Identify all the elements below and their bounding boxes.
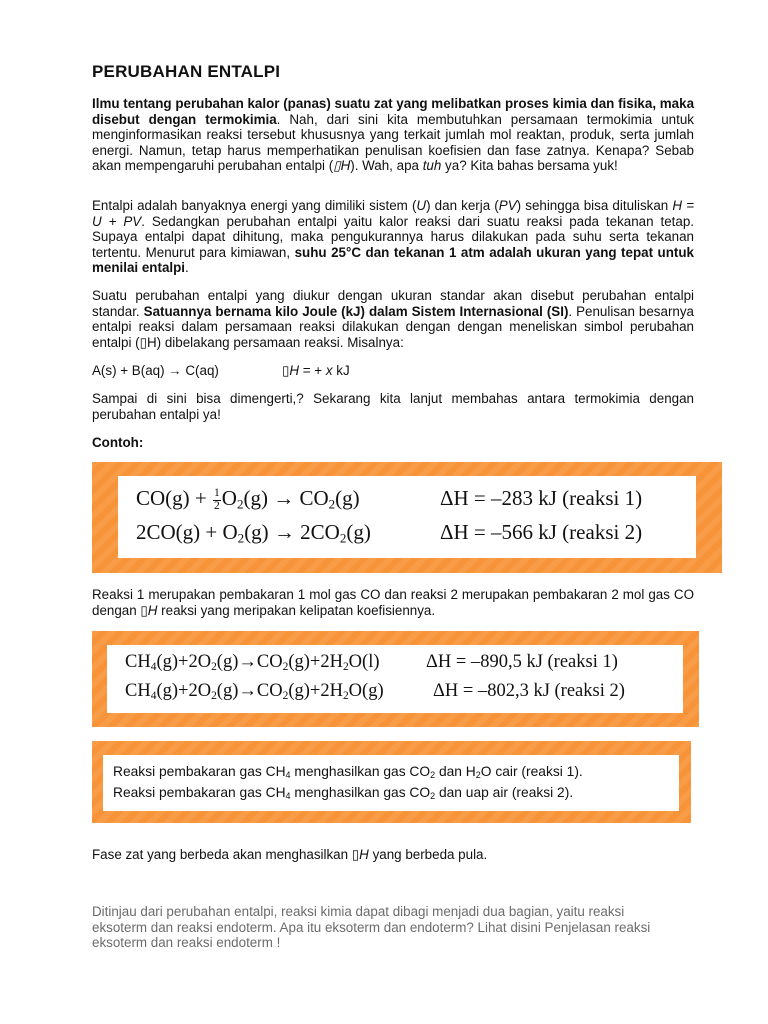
def-var-u: U [416, 198, 427, 213]
expl-var-h: H [147, 602, 158, 618]
example-box-1 [92, 462, 722, 573]
methane-reaction-2-enthalpy: ΔH = –802,3 kJ (reaksi 2) [433, 681, 625, 701]
note-2-a: Reaksi pembakaran gas CH [113, 785, 286, 800]
note-box [92, 741, 691, 823]
reaction-1-formula: CO(g) + $\frac{1}{2}$ $O_2(g) \to CO_2(g)$ [136, 486, 360, 512]
example-equation-rhs [282, 363, 350, 379]
example-box-1-inner [118, 476, 696, 558]
phase-text-b: yang berbeda pula. [368, 847, 488, 862]
note-2-b: menghasilkan gas CO [290, 785, 431, 800]
std-bold: Satuannya bernama kilo Joule (kJ) dalam Sistem Internasional (SI) [143, 303, 569, 319]
note-line-2: Reaksi pembakaran gas $CH_4$ menghasilkan gas $CO_2$ dan uap air (reaksi 2). [113, 785, 574, 801]
delta-h-symbol: ▯H [333, 158, 351, 174]
note-box-inner [103, 755, 679, 811]
def-var-pv: PV [498, 198, 517, 213]
page-title: PERUBAHAN ENTALPI [92, 62, 281, 81]
example-equation-lhs: A(s) + B(aq) → C(aq) [92, 363, 219, 378]
contoh-heading: Contoh: [92, 435, 144, 450]
intro-paragraph [92, 96, 694, 174]
var-x: x [325, 363, 333, 378]
def-text-c: ) sehingga bisa dituliskan [516, 198, 673, 213]
delta-symbol: ▯ [282, 363, 290, 378]
def-text-d: . Sedangkan perubahan entalpi yaitu kalor reaksi dari suatu reaksi pada tekanan tetap. Supaya entalpi dapat dihitung, maka pengukurannya harus dilakukan pada suhu serta tekanan tertentu. Menurut para kimiawan, [92, 213, 694, 260]
unit-text: kJ [332, 363, 350, 378]
def-bold: suhu 25°C dan tekanan 1 atm adalah ukuran yang tepat untuk menilai entalpi [92, 244, 694, 276]
expl-text-a: Reaksi 1 merupakan pembakaran 1 mol gas CO dan reaksi 2 merupakan pembakaran 2 mol gas CO dengan ▯ [92, 587, 694, 618]
note-line-1: Reaksi pembakaran gas $CH_4$ menghasilkan gas $CO_2$ dan $H_2O$ cair (reaksi 1). [113, 764, 583, 780]
expl-text-b: reaksi yang meripakan kelipatan koefisiennya. [157, 602, 436, 618]
note-2-c: dan uap air (reaksi 2). [435, 785, 574, 800]
def-text-e: . [185, 260, 189, 276]
phase-paragraph [92, 847, 694, 863]
example-box-2 [92, 631, 699, 727]
transition-paragraph: Sampai di sini bisa dimengerti,? Sekarang kita lanjut membahas antara termokimia dengan perubahan entalpi ya! [92, 391, 694, 422]
std-text-a: Suatu perubahan entalpi yang diukur dengan ukuran standar akan disebut perubahan entalpi standar. [92, 288, 694, 319]
intro-text: . Nah, dari sini kita membutuhkan persamaan termokimia untuk menginformasikan reaksi tersebut khususnya yang terkait jumlah mol reaktan, produk, serta jumlah energi. Namun, tetap harus memperhatikan penulisan koefisien dan fase zatnya. Kenapa? Sebab akan mempengaruhi perubahan entalpi ( [92, 111, 694, 174]
standard-entalpi-paragraph [92, 288, 694, 350]
reaction-2-enthalpy: ΔH = –566 kJ (reaksi 2) [440, 520, 643, 544]
intro-text-2: ). Wah, apa [350, 158, 423, 174]
def-text-a: Entalpi adalah banyaknya energi yang dimiliki sistem ( [92, 198, 417, 213]
reaction-explanation-paragraph [92, 587, 694, 618]
reaction-2-formula: $2CO(g) + O_2(g) \to 2CO_2(g)$ [136, 520, 371, 546]
def-text-b: ) dan kerja ( [426, 198, 499, 213]
note-1-d: O cair (reaksi 1). [480, 764, 583, 779]
intro-bold: Ilmu tentang perubahan kalor (panas) suatu zat yang melibatkan proses kimia dan fisika, maka disebut dengan termokimia [92, 96, 695, 127]
var-h: H [289, 363, 300, 378]
exo-endo-link-paragraph[interactable]: Ditinjau dari perubahan entalpi, reaksi kimia dapat dibagi menjadi dua bagian, yaitu reaksi eksoterm dan reaksi endoterm. Apa itu eksoterm dan endoterm? Lihat disini Penjelasan reaksi eksoterm dan reaksi endoterm ! [92, 904, 651, 951]
intro-italic-tuh: tuh [422, 158, 442, 174]
methane-reaction-2-formula: $CH_4(g)+2O_2(g)\to CO_2(g)+2H_2O(g)$ [125, 681, 384, 702]
note-1-a: Reaksi pembakaran gas CH [113, 764, 286, 779]
intro-text-end: ya? Kita bahas bersama yuk! [441, 158, 618, 174]
reaction-1-enthalpy: ΔH = –283 kJ (reaksi 1) [440, 486, 643, 510]
entalpi-definition-paragraph [92, 198, 694, 276]
example-box-2-inner [107, 645, 683, 713]
def-formula: H = U + PV [92, 198, 695, 229]
equals-text: = + [299, 363, 326, 378]
note-1-b: menghasilkan gas CO [290, 764, 431, 779]
methane-reaction-1-formula: $CH_4(g)+2O_2(g)\to CO_2(g)+2H_2O(l)$ [125, 652, 380, 673]
note-1-c: dan H [435, 764, 476, 779]
methane-reaction-1-enthalpy: ΔH = –890,5 kJ (reaksi 1) [426, 652, 618, 672]
phase-text-a: Fase zat yang berbeda akan menghasilkan ▯ [92, 847, 360, 862]
std-text-b: . Penulisan besarnya entalpi reaksi dalam persamaan reaksi dilakukan dengan dengan meneliskan simbol perubahan entalpi (▯H) dibelakang persamaan reaksi. Misalnya: [92, 303, 694, 350]
example-equation [92, 363, 694, 378]
phase-var-h: H [359, 847, 369, 862]
